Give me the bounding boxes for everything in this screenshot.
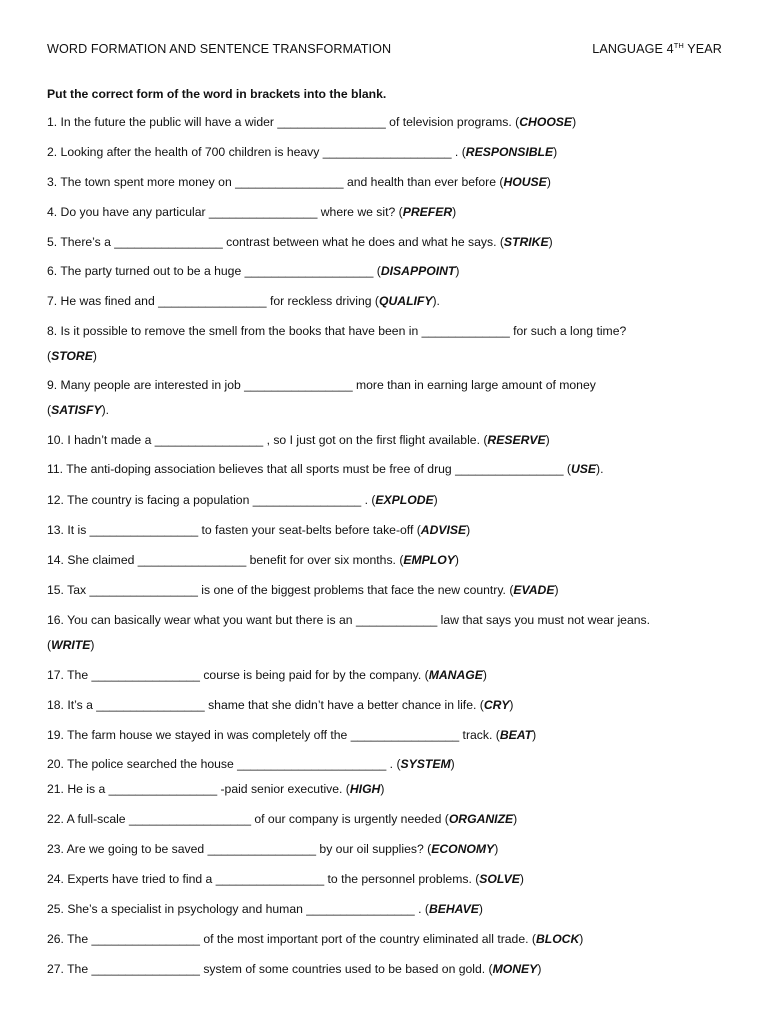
- exercise-text: 26. The ________________ of the most important port of the country eliminated all trade. (: [47, 932, 536, 946]
- exercise-text: 10. I hadn’t made a ________________ , so I just got on the first flight available. (: [47, 433, 488, 447]
- exercise-item: [47, 428, 727, 453]
- exercise-item: [47, 373, 727, 423]
- keyword: SOLVE: [479, 872, 520, 886]
- exercise-text-end: ): [454, 553, 459, 567]
- exercise-text-end: ).: [596, 462, 604, 476]
- exercise-text: 4. Do you have any particular ________________ where we sit? (: [47, 205, 403, 219]
- exercise-text: 3. The town spent more money on ________________ and health than ever before (: [47, 175, 504, 189]
- keyword: CHOOSE: [519, 115, 573, 129]
- worksheet-title: WORD FORMATION AND SENTENCE TRANSFORMATION: [47, 42, 392, 56]
- keyword: CRY: [483, 698, 510, 712]
- exercise-text-end: ): [579, 932, 584, 946]
- keyword: STRIKE: [503, 235, 549, 249]
- keyword: EXPLODE: [375, 493, 434, 507]
- exercise-text: 13. It is ________________ to fasten your seat-belts before take-off (: [47, 523, 421, 537]
- exercise-text-end: ): [513, 812, 518, 826]
- exercise-text: 15. Tax ________________ is one of the biggest problems that face the new country. (: [47, 583, 514, 597]
- keyword: STORE: [51, 349, 93, 363]
- exercise-item: [47, 693, 727, 718]
- exercise-text: 11. The anti-doping association believes that all sports must be free of drug ________________ (: [47, 462, 571, 476]
- exercise-continuation: [47, 344, 727, 369]
- keyword: SATISFY: [51, 403, 102, 417]
- keyword: HIGH: [349, 782, 381, 796]
- exercise-item: [47, 777, 727, 802]
- exercise-item: [47, 927, 727, 952]
- exercise-text-end: ): [92, 349, 97, 363]
- exercise-text-end: ).: [101, 403, 110, 417]
- exercise-item: [47, 548, 727, 573]
- keyword: SYSTEM: [400, 757, 451, 771]
- exercise-text: (: [47, 349, 52, 363]
- exercise-text: 17. The ________________ course is being paid for by the company. (: [47, 668, 429, 682]
- exercise-text: 27. The ________________ system of some countries used to be based on gold. (: [47, 962, 493, 976]
- exercise-text: 7. He was fined and ________________ for reckless driving (: [47, 294, 379, 308]
- exercise-text: 12. The country is facing a population ________________ . (: [47, 493, 376, 507]
- exercise-text-end: ): [572, 115, 577, 129]
- exercise-item: [47, 837, 727, 862]
- exercise-item: [47, 957, 727, 982]
- exercise-text-end: ): [433, 493, 438, 507]
- exercise-text: 14. She claimed ________________ benefit for over six months. (: [47, 553, 404, 567]
- exercise-item: [47, 608, 727, 658]
- exercise-text-end: ): [553, 145, 558, 159]
- keyword: MONEY: [492, 962, 538, 976]
- exercise-item: [47, 259, 727, 284]
- exercise-item: [47, 897, 727, 922]
- course-level: LANGUAGE 4TH YEAR: [592, 40, 722, 56]
- keyword: WRITE: [51, 638, 91, 652]
- exercise-item: [47, 170, 727, 195]
- keyword: QUALIFY: [379, 294, 433, 308]
- exercise-text: 1. In the future the public will have a wider ________________ of television programs. (: [47, 115, 520, 129]
- keyword: ORGANIZE: [448, 812, 514, 826]
- exercise-text: (: [47, 403, 52, 417]
- keyword: EVADE: [513, 583, 555, 597]
- keyword: RESPONSIBLE: [465, 145, 554, 159]
- exercise-text: 9. Many people are interested in job ________________ more than in earning large amount of money: [47, 378, 596, 392]
- keyword: RESERVE: [487, 433, 546, 447]
- exercise-text: 18. It’s a ________________ shame that she didn’t have a better chance in life. (: [47, 698, 484, 712]
- exercise-continuation: [47, 398, 727, 423]
- exercise-text: 5. There’s a ________________ contrast between what he does and what he says. (: [47, 235, 504, 249]
- keyword: ADVISE: [420, 523, 467, 537]
- keyword: BEHAVE: [428, 902, 479, 916]
- exercise-text-end: ): [90, 638, 95, 652]
- exercise-item: [47, 110, 727, 135]
- keyword: USE: [570, 462, 597, 476]
- exercise-item: [47, 200, 727, 225]
- exercise-text-end: ): [450, 757, 455, 771]
- exercise-text-end: ): [548, 235, 553, 249]
- exercise-item: [47, 518, 727, 543]
- exercise-text-end: ): [537, 962, 542, 976]
- exercise-text: 6. The party turned out to be a huge ___________________ (: [47, 264, 381, 278]
- keyword: HOUSE: [503, 175, 547, 189]
- exercise-item: [47, 723, 727, 748]
- keyword: PREFER: [402, 205, 453, 219]
- instruction-text: Put the correct form of the word in brackets into the blank.: [47, 87, 387, 101]
- exercise-text: 21. He is a ________________ -paid senior executive. (: [47, 782, 350, 796]
- exercise-text-end: ): [466, 523, 471, 537]
- exercise-text: 20. The police searched the house ______________________ . (: [47, 757, 401, 771]
- exercise-text-end: ): [554, 583, 559, 597]
- exercise-item: [47, 230, 727, 255]
- exercise-item: [47, 752, 727, 777]
- keyword: BLOCK: [535, 932, 580, 946]
- exercise-text-end: ): [478, 902, 483, 916]
- exercise-text-end: ): [509, 698, 514, 712]
- exercise-text: 25. She’s a specialist in psychology and human ________________ . (: [47, 902, 429, 916]
- exercise-text: 2. Looking after the health of 700 children is heavy ___________________ . (: [47, 145, 466, 159]
- exercise-text-end: ): [452, 205, 457, 219]
- exercise-text-end: ): [494, 842, 499, 856]
- keyword: MANAGE: [428, 668, 483, 682]
- exercise-text: 8. Is it possible to remove the smell from the books that have been in _____________ for such a long time?: [47, 324, 627, 338]
- exercise-text-end: ): [532, 728, 537, 742]
- exercise-item: [47, 140, 727, 165]
- exercise-text: 22. A full-scale __________________ of our company is urgently needed (: [47, 812, 449, 826]
- page-header: [47, 42, 722, 56]
- exercise-item: [47, 457, 727, 482]
- exercise-text: 24. Experts have tried to find a ________________ to the personnel problems. (: [47, 872, 480, 886]
- keyword: DISAPPOINT: [380, 264, 456, 278]
- keyword: BEAT: [499, 728, 533, 742]
- exercise-item: [47, 578, 727, 603]
- exercise-text: 16. You can basically wear what you want but there is an ____________ law that says you must not wear jeans.: [47, 613, 650, 627]
- keyword: ECONOMY: [431, 842, 495, 856]
- exercise-text-end: ): [482, 668, 487, 682]
- exercise-text-end: ): [519, 872, 524, 886]
- exercise-item: [47, 867, 727, 892]
- exercise-text-end: ): [545, 433, 550, 447]
- exercise-text: 23. Are we going to be saved ________________ by our oil supplies? (: [47, 842, 432, 856]
- exercise-item: [47, 807, 727, 832]
- keyword: EMPLOY: [403, 553, 455, 567]
- exercise-item: [47, 319, 727, 369]
- exercise-text: (: [47, 638, 52, 652]
- exercise-text-end: ): [455, 264, 460, 278]
- exercise-continuation: [47, 633, 727, 658]
- exercise-text-end: ): [546, 175, 551, 189]
- exercise-text-end: ).: [432, 294, 440, 308]
- exercise-item: [47, 289, 727, 314]
- exercise-text-end: ): [380, 782, 385, 796]
- exercise-item: [47, 488, 727, 513]
- exercise-item: [47, 663, 727, 688]
- exercise-text: 19. The farm house we stayed in was completely off the ________________ track. (: [47, 728, 500, 742]
